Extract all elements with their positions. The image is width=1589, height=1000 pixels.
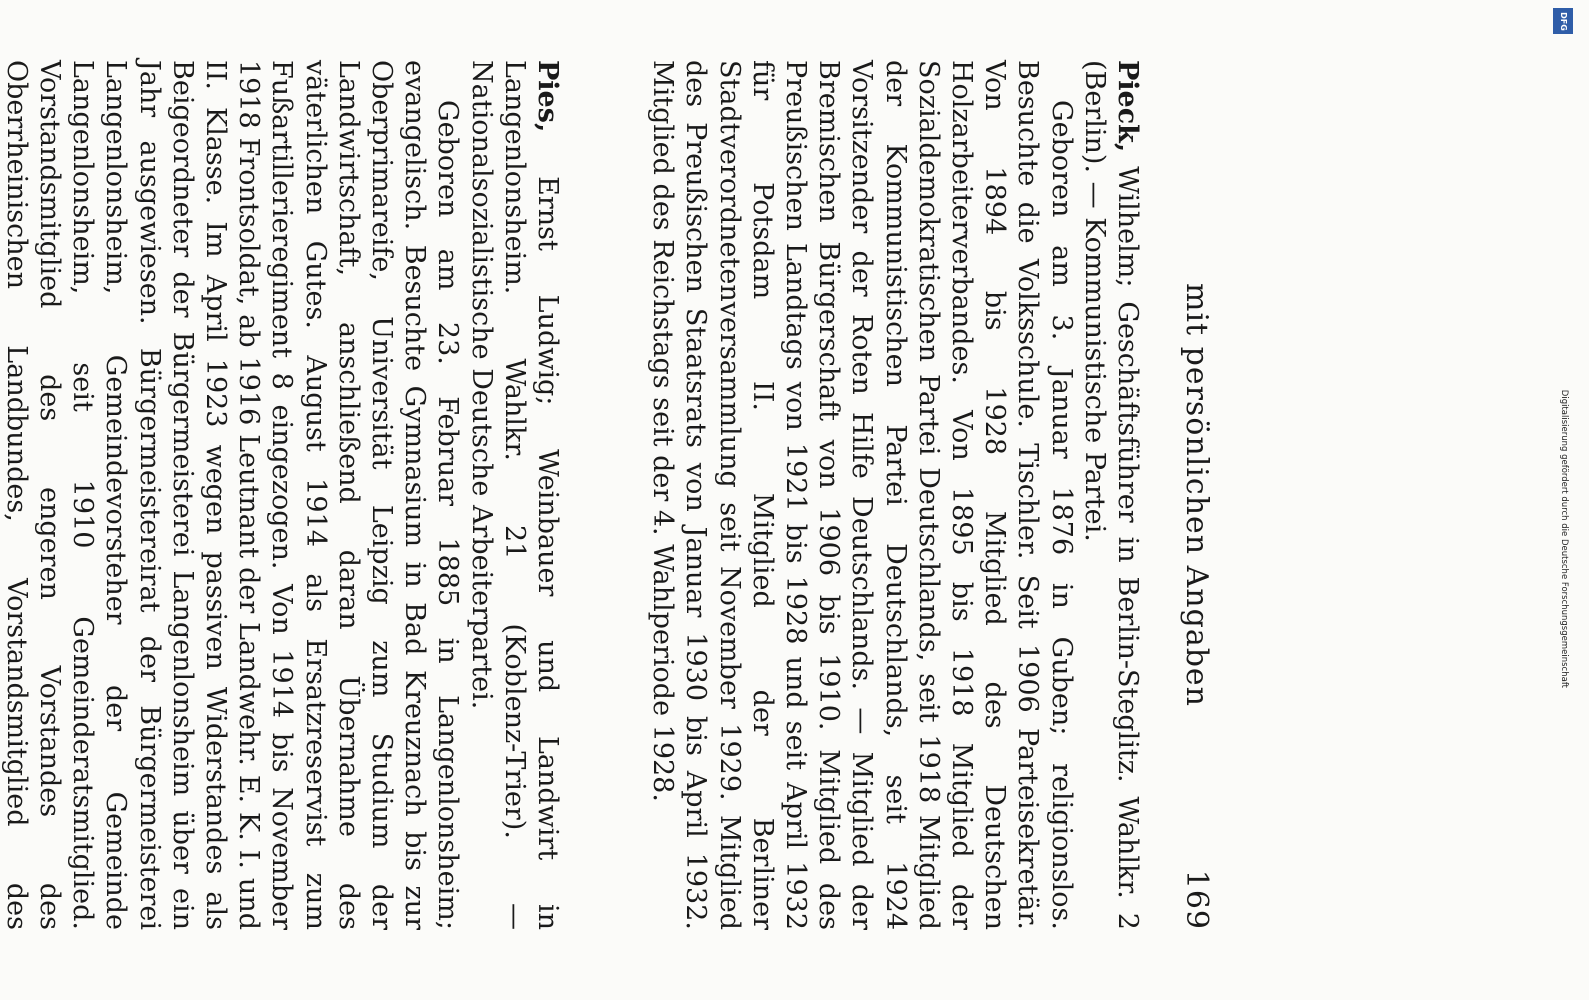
entry-lead: Wilhelm; Geschäftsführer in Berlin-Steglitz. Wahlkr. 2 (Berlin). — Kommunistische Partei. xyxy=(1078,60,1143,930)
rotated-text-page xyxy=(0,20,1254,980)
entry-lead: Ernst Ludwig; Weinbauer und Landwirt in Langenlonsheim. Wahlkr. 21 (Koblenz-Trier). — Nationalsozialistische Deutsche Arbeiterpartei. xyxy=(465,60,563,930)
entry-name: Pieck, xyxy=(1112,60,1143,153)
dfg-logo: DFG xyxy=(1553,8,1573,34)
biography-entry xyxy=(0,60,564,930)
digitization-note xyxy=(1553,8,1575,688)
biography-entry xyxy=(646,60,1144,930)
entry-body: Geboren am 3. Januar 1876 in Guben; religionslos. Besuchte die Volksschule. Tischler. Seit 1906 Parteisekretär. Von 1894 bis 1928 Mitglied des Deutschen Holzarbeiterverbandes. Von 1895 bis 1918 Mitglied der Sozialdemokratischen Partei Deutschlands, seit 1918 Mitglied der Kommunistischen Partei Deutschlands, seit 1924 Vorsitzender der Roten Hilfe Deutschlands. — Mitglied der Bremischen Bürgerschaft von 1906 bis 1910. Mitglied des Preußischen Landtags von 1921 bis 1928 und seit April 1932 für Potsdam II. Mitglied der Berliner Stadtverordnetenversammlung seit November 1929. Mitglied des Preußischen Staatsrats von Januar 1930 bis April 1932. Mitglied des Reichstags seit der 4. Wahlperiode 1928. xyxy=(647,60,1077,930)
digitization-note-text: Digitalisierung gefördert durch die Deutsche Forschungsgemeinschaft xyxy=(1559,389,1569,688)
page-number: 169 xyxy=(1179,869,1214,930)
running-head xyxy=(1174,60,1214,930)
entry-body: Geboren am 23. Februar 1885 in Langenlonsheim; evangelisch. Besuchte Gymnasium in Bad Kreuznach bis zur Oberprimareife, Universität Leipzig zum Studium der Landwirtschaft, anschließend daran Übernahme des väterlichen Gutes. August 1914 als Ersatzreservist zum Fußartillerieregiment 8 eingezogen. Von 1914 bis November 1918 Frontsoldat, ab 1916 Leutnant der Landwehr. E. K. I. und II. Klasse. Im April 1923 wegen passiven Widerstandes als Beigeordneter der Bürgermeisterei Langenlonsheim über ein Jahr ausgewiesen. Bürgermeistereirat der Bürgermeisterei Langenlonsheim, Gemeindevorsteher der Gemeinde Langenlonsheim, seit 1910 Gemeinderatsmitglied. Vorstandsmitglied des engeren Vorstandes des Oberrheinischen Landbundes, Vorstandsmitglied des xyxy=(0,60,464,930)
entry-name: Pies, xyxy=(532,60,563,133)
running-head-title: mit persönlichen Angaben xyxy=(1179,283,1214,707)
